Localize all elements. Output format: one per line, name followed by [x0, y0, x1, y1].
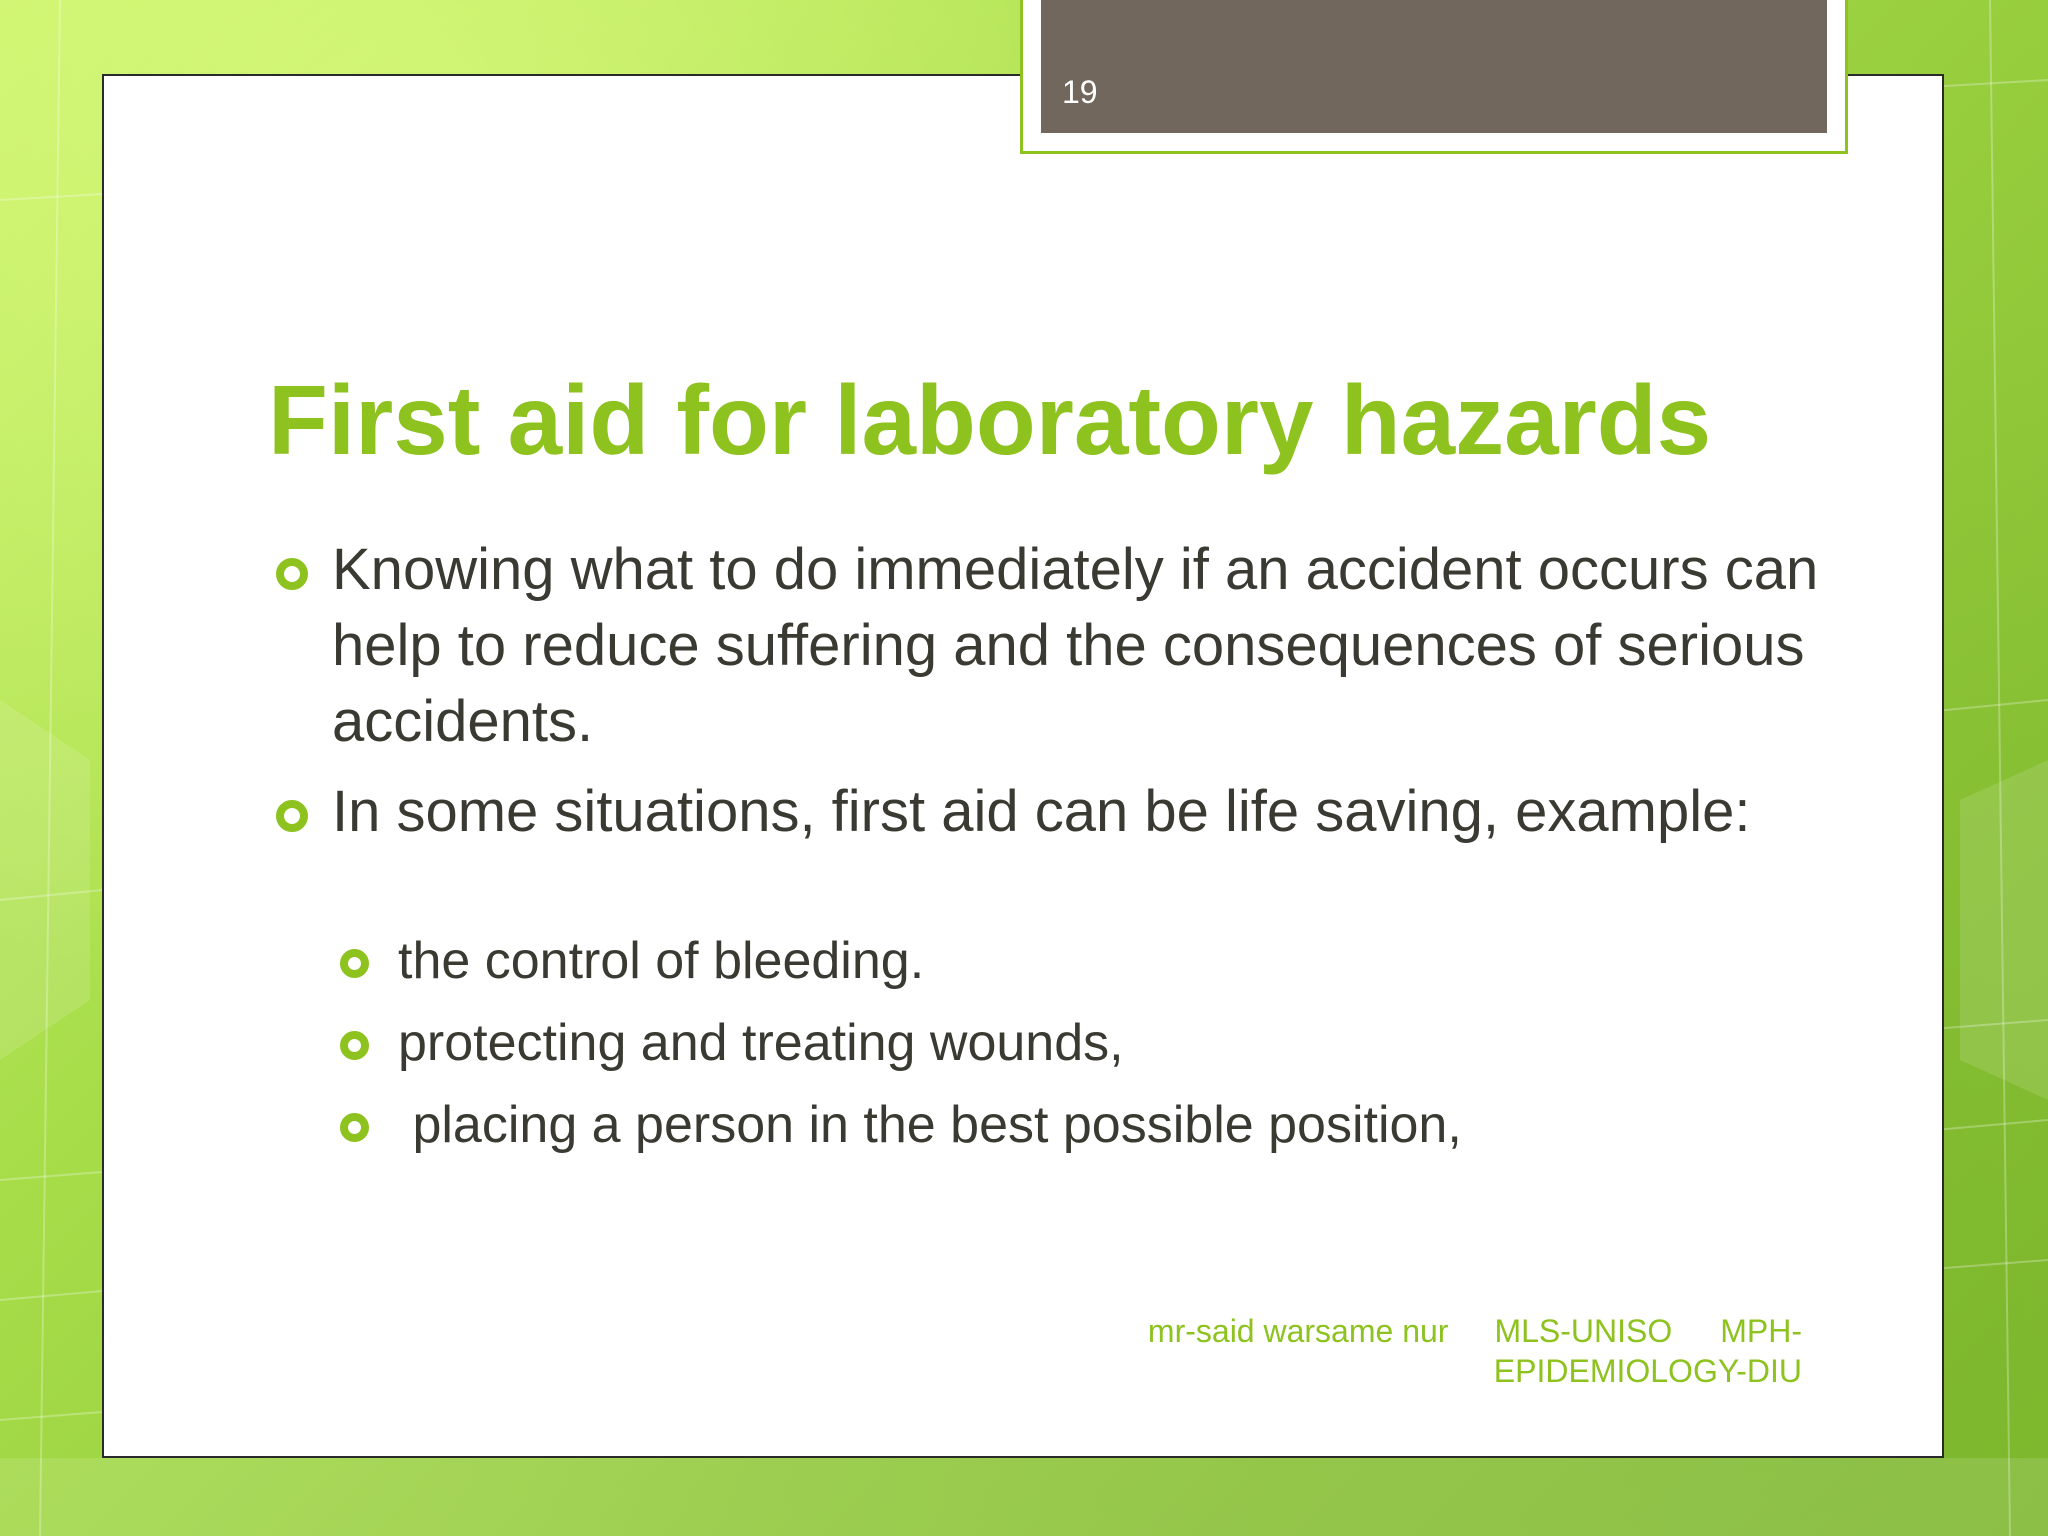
- ring-bullet-icon: [276, 800, 308, 832]
- bullet-list: [268, 532, 1828, 864]
- footer-degree-2-line-2: EPIDEMIOLOGY-DIU: [1493, 1353, 1802, 1389]
- sub-bullet-item: [336, 1094, 1836, 1156]
- sub-bullet-text: the control of bleeding.: [398, 932, 925, 990]
- slide-footer: [1148, 1311, 1802, 1391]
- ring-bullet-icon: [276, 558, 308, 590]
- sub-bullet-text: placing a person in the best possible position,: [398, 1096, 1462, 1154]
- ring-bullet-icon: [340, 1031, 369, 1060]
- ring-bullet-icon: [340, 1113, 369, 1142]
- footer-degree-2-line-1: MPH-: [1720, 1313, 1802, 1349]
- footer-degree-1: MLS-UNISO: [1494, 1313, 1673, 1349]
- sub-bullet-text: protecting and treating wounds,: [398, 1014, 1124, 1072]
- bullet-item: [268, 774, 1828, 850]
- ring-bullet-icon: [340, 949, 369, 978]
- footer-author: mr-said warsame nur: [1147, 1313, 1449, 1349]
- slide-number-tab: [1041, 0, 1827, 133]
- slide-number: 19: [1062, 74, 1098, 110]
- sub-bullet-item: [336, 1012, 1836, 1074]
- slide-title: First aid for laboratory hazards: [268, 365, 1712, 475]
- bullet-item: [268, 532, 1828, 760]
- sub-bullet-item: [336, 930, 1836, 992]
- bullet-text: In some situations, first aid can be life saving, example:: [332, 779, 1751, 844]
- sub-bullet-list: [336, 930, 1836, 1176]
- bullet-text: Knowing what to do immediately if an accident occurs can help to reduce suffering and the consequences of serious accidents.: [332, 537, 1819, 754]
